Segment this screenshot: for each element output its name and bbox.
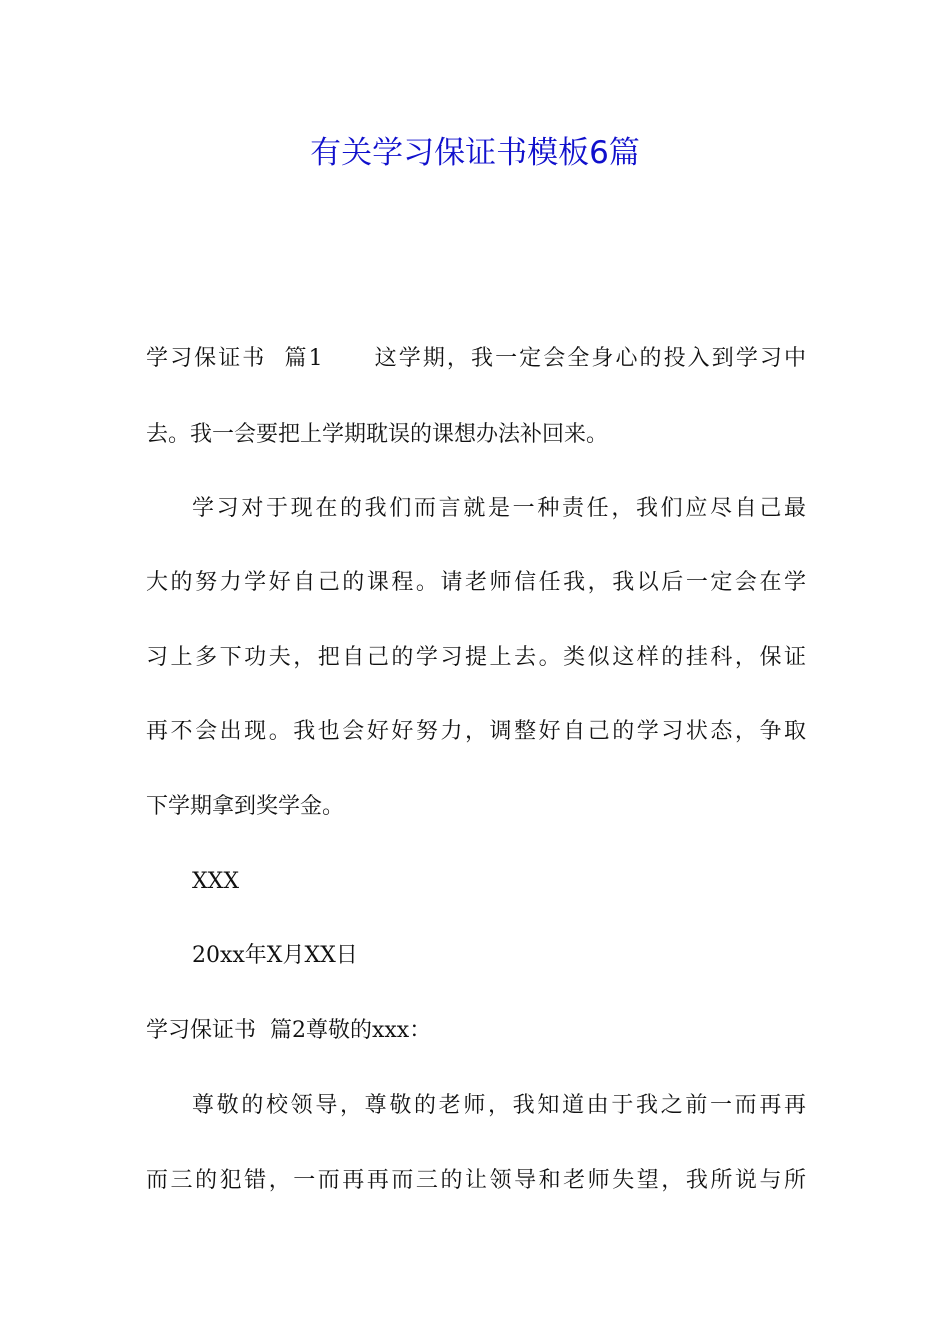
signature-name: XXX xyxy=(192,869,239,894)
text-line-3: 学习对于现在的我们而言就是一种责任，我们应尽自己最 xyxy=(192,496,806,521)
section-heading-1: 学习保证书 篇1 xyxy=(146,346,323,371)
document-title: 有关学习保证书模板6篇 xyxy=(310,135,640,171)
text-line-2: 去。我一会要把上学期耽误的课想办法补回来。 xyxy=(146,422,609,447)
text-line-4: 大的努力学好自己的课程。请老师信任我，我以后一定会在学 xyxy=(146,570,806,595)
text-line-5: 习上多下功夫，把自己的学习提上去。类似这样的挂科，保证 xyxy=(146,645,806,670)
text-line-12: 而三的犯错，一而再再而三的让领导和老师失望，我所说与所 xyxy=(146,1168,806,1193)
section-heading-2: 学习保证书 篇2尊敬的xxx： xyxy=(146,1018,432,1043)
text-line-7: 下学期拿到奖学金。 xyxy=(146,794,345,819)
text-line-6: 再不会出现。我也会好好努力，调整好自己的学习状态，争取 xyxy=(146,719,806,744)
text-line-11: 尊敬的校领导，尊敬的老师，我知道由于我之前一而再再 xyxy=(192,1093,806,1118)
signature-date: 20xx年X月XX日 xyxy=(192,943,358,968)
text-line-1 xyxy=(146,342,806,376)
paragraph-1-start: 这学期，我一定会全身心的投入到学习中 xyxy=(372,346,806,371)
